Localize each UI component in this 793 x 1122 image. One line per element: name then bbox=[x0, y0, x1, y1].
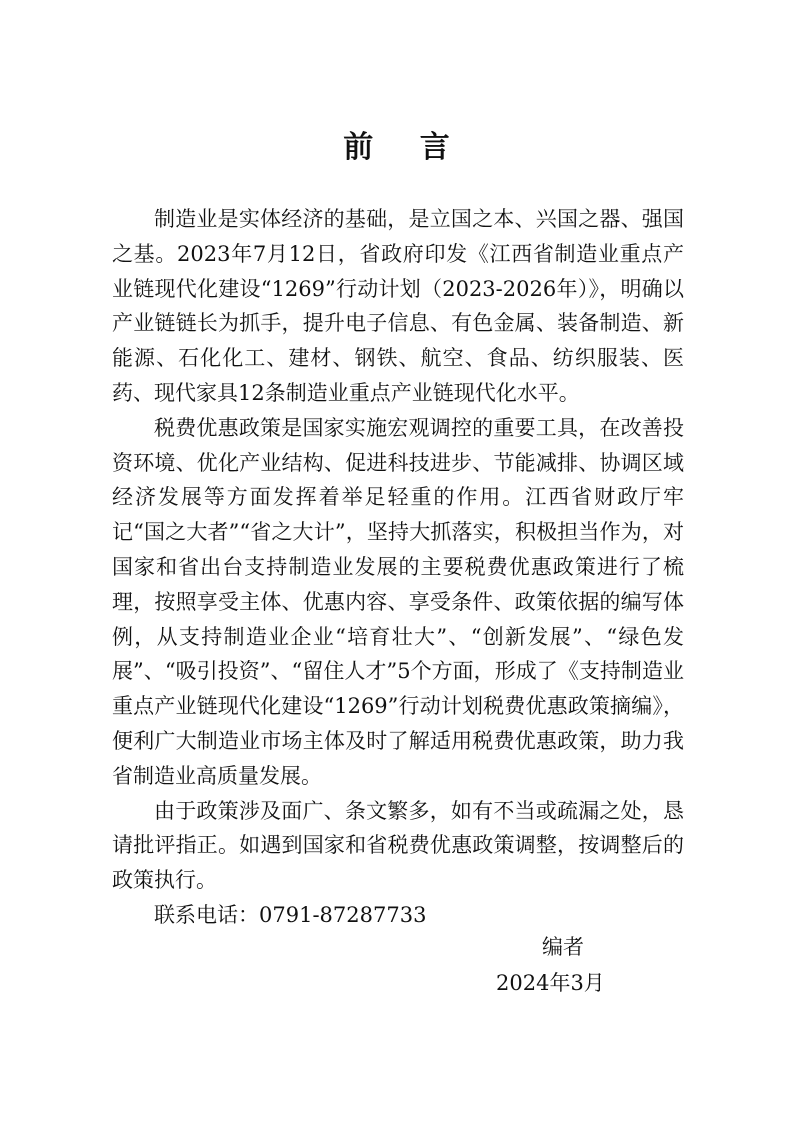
signature-date: 2024年3月 bbox=[496, 971, 605, 995]
page-title: 前 言 bbox=[343, 130, 468, 165]
paragraph-policy: 税费优惠政策是国家实施宏观调控的重要工具，在改善投资环境、优化产业结构、促进科技进步、节能减排、协调区域经济发展等方面发挥着举足轻重的作用。江西省财政厅牢记“国之大者”“省之大计”，坚持大抓落实，积极担当作为，对国家和省出台支持制造业发展的主要税费优惠政策进行了梳理，按照享受主体、优惠内容、享受条件、政策依据的编写体例，从支持制造业企业“培育壮大”、“创新发展”、“绿色发展”、“吸引投资”、“留住人才”5个方面，形成了《支持制造业重点产业链现代化建设“1269”行动计划税费优惠政策摘编》，便利广大制造业市场主体及时了解适用税费优惠政策，助力我省制造业高质量发展。 bbox=[112, 415, 684, 788]
preface-body bbox=[112, 202, 684, 898]
signature-editor: 编者 bbox=[542, 935, 584, 959]
paragraph-notice: 由于政策涉及面广、条文繁多，如有不当或疏漏之处，恳请批评指正。如遇到国家和省税费优惠政策调整，按调整后的政策执行。 bbox=[112, 798, 684, 893]
contact-phone: 联系电话：0791-87287733 bbox=[154, 903, 427, 927]
paragraph-intro: 制造业是实体经济的基础，是立国之本、兴国之器、强国之基。2023年7月12日，省政府印发《江西省制造业重点产业链现代化建设“1269”行动计划（2023-2026年）》，明确以产业链链长为抓手，提升电子信息、有色金属、装备制造、新能源、石化化工、建材、钢铁、航空、食品、纺织服装、医药、现代家具12条制造业重点产业链现代化水平。 bbox=[112, 207, 684, 405]
